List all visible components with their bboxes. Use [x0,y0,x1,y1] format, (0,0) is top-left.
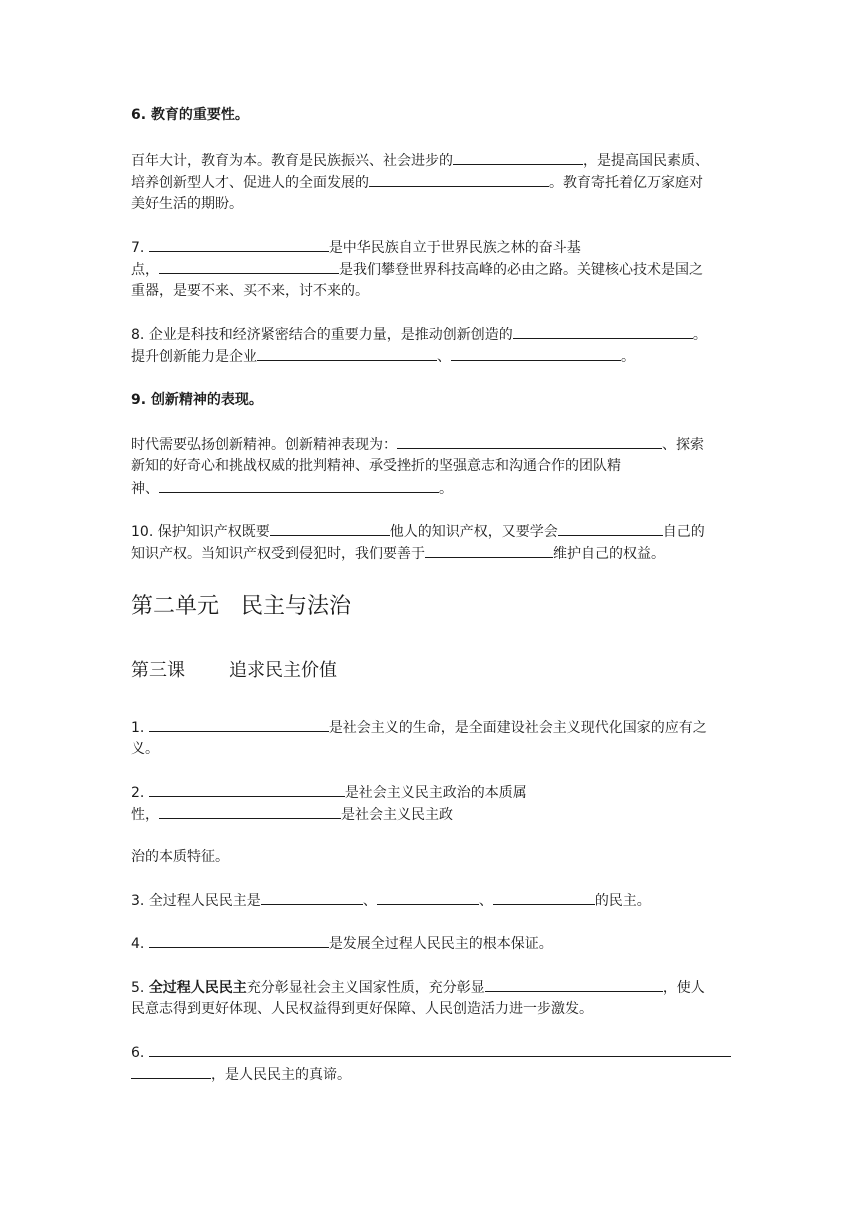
question-6-title: 6. 教育的重要性。 [131,107,249,123]
answer-blank[interactable] [149,236,329,252]
question-10-line-1: 10. 保护知识产权既要 他人的知识产权，又要学会 自己的 [131,520,731,543]
answer-blank[interactable] [257,345,437,361]
question-6-line-3: 美好生活的期盼。 [131,196,243,212]
question-6-line-1: 百年大计，教育为本。教育是民族振兴、社会进步的 ，是提高国民素质、 [131,149,731,172]
question-7-line-2: 点， 是我们攀登世界科技高峰的必由之路。关键核心技术是国之 [131,258,731,281]
answer-blank[interactable] [131,1063,211,1079]
answer-blank[interactable] [149,716,329,732]
answer-blank[interactable] [513,323,693,339]
answer-blank[interactable] [485,976,663,992]
lesson3-question-1-line-2: 义。 [131,741,159,757]
question-8-line-2: 提升创新能力是企业 、 。 [131,345,731,368]
answer-blank[interactable] [493,889,595,905]
lesson3-question-5-line-2: 民意志得到更好体现、人民权益得到更好保障、人民创造活力进一步激发。 [131,1001,593,1017]
lesson3-question-1-line-1: 1. 是社会主义的生命，是全面建设社会主义现代化国家的应有之 [131,716,731,739]
answer-blank[interactable] [149,1041,731,1057]
question-9-line-2: 新知的好奇心和挑战权威的批判精神、承受挫折的坚强意志和沟通合作的团队精 [131,458,621,474]
question-9-line-3: 神、 。 [131,477,731,500]
answer-blank[interactable] [159,803,341,819]
lesson-title: 第三课 追求民主价值 [131,660,337,681]
lesson3-question-5-line-1: 5. 全过程人民民主充分彰显社会主义国家性质，充分彰显 ，使人 [131,976,731,999]
answer-blank[interactable] [451,345,621,361]
lesson3-question-3: 3. 全过程人民民主是 、 、 的民主。 [131,889,731,912]
answer-blank[interactable] [397,433,662,449]
answer-blank[interactable] [270,520,390,536]
question-10-line-2: 知识产权。当知识产权受到侵犯时，我们要善于 维护自己的权益。 [131,542,731,565]
question-8-line-1: 8. 企业是科技和经济紧密结合的重要力量，是推动创新创造的 。 [131,323,731,346]
lesson3-question-6-line-2: ，是人民民主的真谛。 [131,1063,731,1086]
answer-blank[interactable] [149,781,345,797]
question-6-line-2: 培养创新型人才、促进人的全面发展的 。教育寄托着亿万家庭对 [131,171,731,194]
lesson3-question-4: 4. 是发展全过程人民民主的根本保证。 [131,932,731,955]
lesson3-question-2-line-3: 治的本质特征。 [131,849,229,865]
answer-blank[interactable] [261,889,363,905]
answer-blank[interactable] [149,932,329,948]
answer-blank[interactable] [425,542,553,558]
unit-title: 第二单元 民主与法治 [131,594,352,619]
question-9-title: 9. 创新精神的表现。 [131,392,263,408]
lesson3-question-2-line-1: 2. 是社会主义民主政治的本质属 [131,781,731,804]
answer-blank[interactable] [558,520,663,536]
question-7-line-1: 7. 是中华民族自立于世界民族之林的奋斗基 [131,236,731,259]
answer-blank[interactable] [159,477,439,493]
answer-blank[interactable] [453,149,583,165]
answer-blank[interactable] [377,889,479,905]
lesson3-question-2-line-2: 性， 是社会主义民主政 [131,803,731,826]
question-9-line-1: 时代需要弘扬创新精神。创新精神表现为： 、探索 [131,433,731,456]
lesson3-question-6-line-1: 6. [131,1041,731,1064]
answer-blank[interactable] [369,171,549,187]
answer-blank[interactable] [159,258,339,274]
question-7-line-3: 重器，是要不来、买不来，讨不来的。 [131,283,369,299]
